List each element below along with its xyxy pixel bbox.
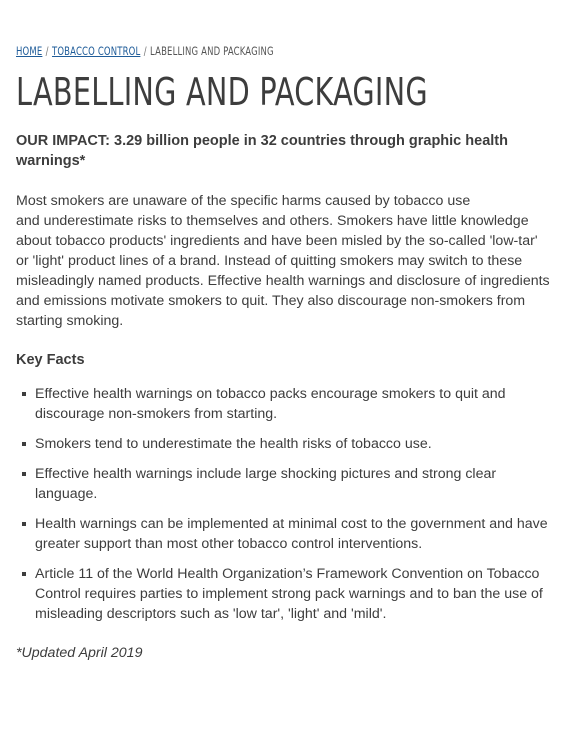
breadcrumb-home-link[interactable]: HOME <box>16 44 43 58</box>
intro-line: or 'light' product lines of a brand. Instead of quitting smokers may switch to these <box>16 253 523 269</box>
breadcrumb-tobacco-control-link[interactable]: TOBACCO CONTROL <box>51 44 141 58</box>
key-fact-item <box>16 514 556 554</box>
key-fact-item <box>16 384 556 424</box>
breadcrumb <box>16 44 274 58</box>
breadcrumb-separator: / <box>143 44 147 58</box>
key-fact-line: Article 11 of the World Health Organization’s Framework Convention on Tobacco <box>35 566 540 582</box>
key-fact-line: Effective health warnings on tobacco packs encourage smokers to quit and <box>35 386 506 402</box>
page-title: LABELLING AND PACKAGING <box>16 70 428 114</box>
key-fact-line: Control requires parties to implement strong pack warnings and to ban the use of <box>35 586 543 602</box>
updated-note: *Updated April 2019 <box>16 645 143 661</box>
bullet-icon <box>22 522 26 526</box>
key-fact-item <box>16 434 556 454</box>
intro-line: and emissions motivate smokers to quit. They also discourage non-smokers from <box>16 293 526 309</box>
key-fact-line: language. <box>35 486 98 502</box>
intro-line: Most smokers are unaware of the specific harms caused by tobacco use <box>16 193 471 209</box>
key-fact-item <box>16 464 556 504</box>
intro-paragraph <box>16 191 556 331</box>
breadcrumb-separator: / <box>45 44 49 58</box>
key-fact-line: greater support than most other tobacco control interventions. <box>35 536 423 552</box>
bullet-icon <box>22 442 26 446</box>
intro-line: about tobacco products' ingredients and have been misled by the so-called 'low-tar' <box>16 233 538 249</box>
impact-statement: OUR IMPACT: 3.29 billion people in 32 countries through graphic health warnings* <box>16 133 508 169</box>
breadcrumb-current: LABELLING AND PACKAGING <box>149 44 274 58</box>
key-facts-heading: Key Facts <box>16 352 85 368</box>
key-fact-item <box>16 564 556 624</box>
key-fact-line: Effective health warnings include large shocking pictures and strong clear <box>35 466 497 482</box>
key-fact-line: misleading descriptors such as 'low tar', 'light' and 'mild'. <box>35 606 387 622</box>
bullet-icon <box>22 472 26 476</box>
key-fact-line: Smokers tend to underestimate the health risks of tobacco use. <box>35 436 432 452</box>
intro-line: starting smoking. <box>16 313 124 329</box>
key-facts-list <box>16 384 556 634</box>
intro-line: misleadingly named products. Effective health warnings and disclosure of ingredients <box>16 273 550 289</box>
key-fact-line: Health warnings can be implemented at minimal cost to the government and have <box>35 516 548 532</box>
bullet-icon <box>22 392 26 396</box>
key-fact-line: discourage non-smokers from starting. <box>35 406 278 422</box>
intro-line: and underestimate risks to themselves and others. Smokers have little knowledge <box>16 213 529 229</box>
bullet-icon <box>22 572 26 576</box>
